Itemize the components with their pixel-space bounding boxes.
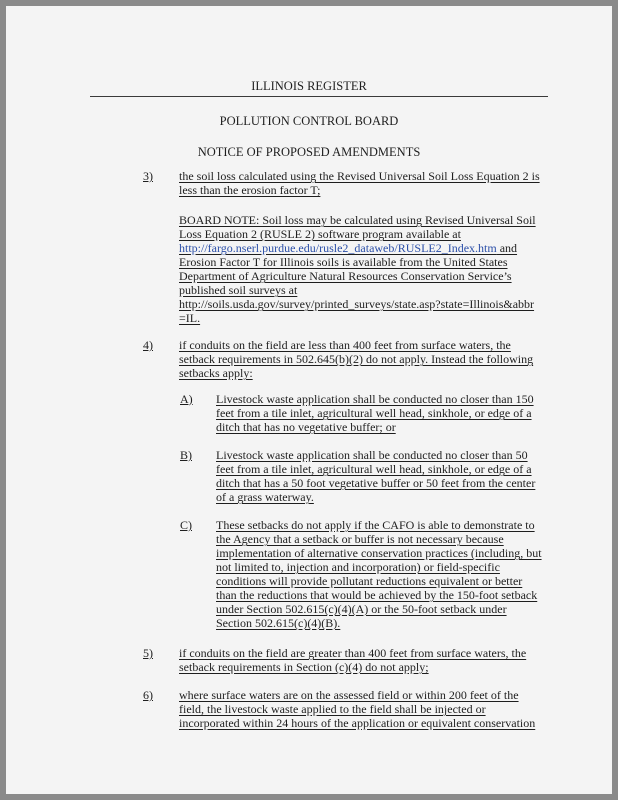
subitem-a-text: Livestock waste application shall be conducted no closer than 150 feet from a tile inlet, agricultural well head, sinkhole, or edge of a ditch that has no vegetative buffer; or — [216, 392, 534, 434]
item-number-6: 6) — [143, 688, 153, 702]
item-6-text: where surface waters are on the assessed field or within 200 feet of the field, the livestock waste applied to the field shall be injected or incorporated within 24 hours of the application or equivalent conservation — [179, 688, 536, 730]
subitem-b-text: Livestock waste application shall be conducted no closer than 50 feet from a tile inlet, agricultural well head, sinkhole, or edge of a ditch that has a 50 foot vegetative buffer or 50 feet from the center of a grass waterway. — [216, 448, 536, 504]
subitem-number-c: C) — [180, 518, 192, 532]
register-title: ILLINOIS REGISTER — [251, 79, 367, 93]
soil-survey-url-line-2: =IL. — [179, 311, 201, 325]
board-note-text: BOARD NOTE: Soil loss may be calculated using Revised Universal Soil Loss Equation 2 (RUSLE 2) software program available at — [179, 213, 536, 241]
subitem-c-text: These setbacks do not apply if the CAFO is able to demonstrate to the Agency that a setback or buffer is not necessary because implementation of alternative conservation practices (including, but not limited to, injection and incorporation) or field-specific conditions will provide pollutant reductions equivalent or better than the reductions that would be achieved by the 150-foot setback under Section 502.615(c)(4)(A) or the 50-foot setback under Section 502.615(c)(4)(B). — [216, 518, 542, 630]
notice-title: NOTICE OF PROPOSED AMENDMENTS — [197, 145, 421, 159]
item-number-5: 5) — [143, 646, 153, 660]
board-note — [179, 213, 545, 325]
item-5-text: if conduits on the field are greater than 400 feet from surface waters, the setback requirements in Section (c)(4) do not apply; — [179, 646, 527, 674]
header-rule — [90, 96, 548, 97]
item-number-4: 4) — [143, 338, 153, 352]
board-note-continued: and Erosion Factor T for Illinois soils is available from the United States Department of Agriculture Natural Resources Conservation Service’s published soil surveys at — [179, 241, 518, 297]
rusle2-link[interactable]: http://fargo.nserl.purdue.edu/rusle2_dataweb/RUSLE2_Index.htm — [179, 241, 497, 255]
board-title: POLLUTION CONTROL BOARD — [219, 114, 399, 128]
item-3-text: the soil loss calculated using the Revised Universal Soil Loss Equation 2 is less than the erosion factor T; — [179, 169, 540, 197]
subitem-number-a: A) — [180, 392, 193, 406]
subitem-number-b: B) — [180, 448, 192, 462]
document-page — [6, 6, 612, 794]
item-4-text: if conduits on the field are less than 400 feet from surface waters, the setback requirements in 502.645(b)(2) do not apply. Instead the following setbacks apply: — [179, 338, 534, 380]
soil-survey-url-line-1: http://soils.usda.gov/survey/printed_surveys/state.asp?state=Illinois&abbr — [179, 297, 535, 311]
item-number-3: 3) — [143, 169, 153, 183]
